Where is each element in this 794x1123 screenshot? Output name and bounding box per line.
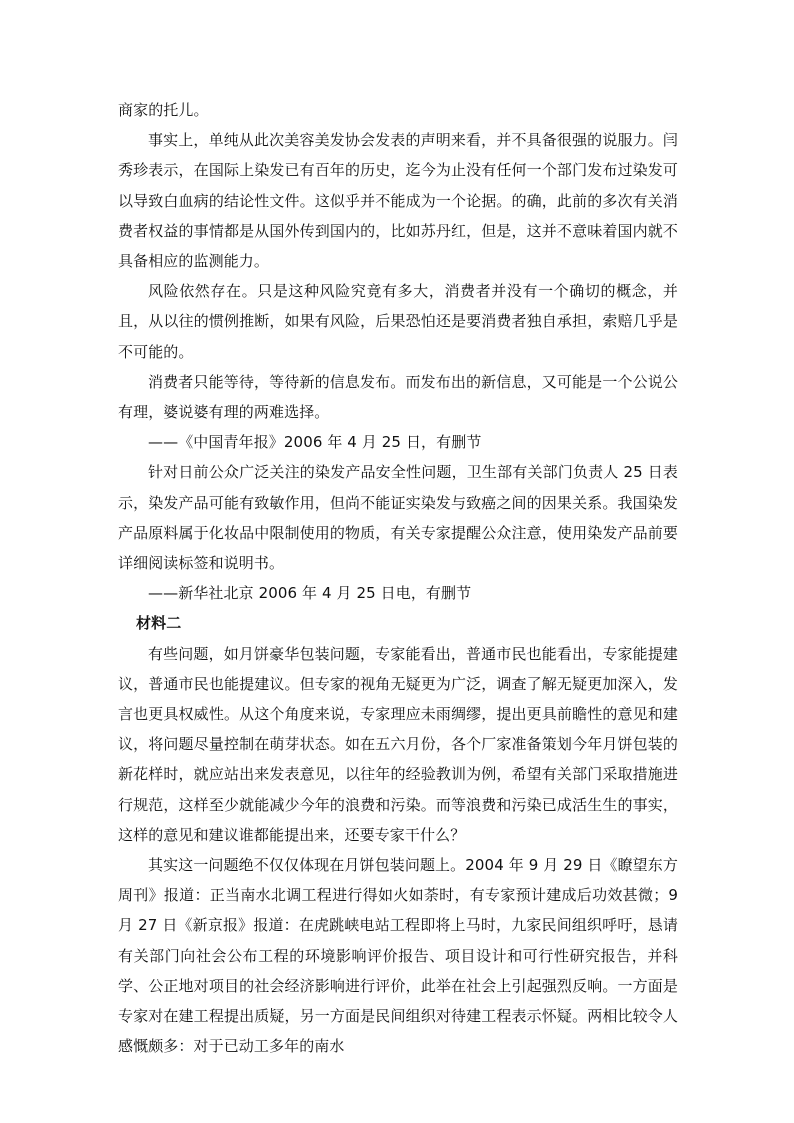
paragraph-continuation: 商家的托儿。 (118, 101, 209, 119)
paragraph-statement-analysis: 事实上，单纯从此次美容美发协会发表的声明来看，并不具备很强的说服力。闫秀珍表示，在国际上染发已有百年的历史，迄今为止没有任何一个部门发布过染发可以导致白血病的结论性文件。这似乎并不能成为一个论据。的确，此前的多次有关消费者权益的事情都是从国外传到国内的，比如苏丹红，但是，这并不意味着国内就不具备相应的监测能力。 (118, 131, 678, 271)
paragraph-risk: 风险依然存在。只是这种风险究竟有多大，消费者并没有一个确切的概念，并且，从以往的惯例推断，如果有风险，后果恐怕还是要消费者独自承担，索赔几乎是不可能的。 (118, 282, 678, 361)
paragraph-health-ministry: 针对日前公众广泛关注的染发产品安全性问题，卫生部有关部门负责人 25 日表示，染发产品可能有致敏作用，但尚不能证实染发与致癌之间的因果关系。我国染发产品原料属于化妆品中限制使用的物质，有关专家提醒公众注意，使用染发产品前要详细阅读标签和说明书。 (118, 463, 678, 573)
source-citation-xinhua: ——新华社北京 2006 年 4 月 25 日电，有删节 (148, 584, 472, 603)
paragraph-consumer-wait: 消费者只能等待，等待新的信息发布。而发布出的新信息，又可能是一个公说公有理，婆说婆有理的两难选择。 (118, 372, 678, 422)
paragraph-expert-examples: 其实这一问题绝不仅仅体现在月饼包装问题上。2004 年 9 月 29 日《瞭望东方周刊》报道：正当南水北调工程进行得如火如荼时，有专家预计建成后功效甚微；9 月 27 日《新京报》报道：在虎跳峡电站工程即将上马时，九家民间组织呼吁，恳请有关部门向社会公布工程的环境影响评价报告、项目设计和可行性研究报告，并科学、公正地对项目的社会经济影响进行评价，此举在社会上引起强烈反响。一方面是专家对在建工程提出质疑，另一方面是民间组织对待建工程表示怀疑。两相比较令人感慨颇多：对于已动工多年的南水 (118, 856, 678, 1056)
section-heading-material-two: 材料二 (136, 614, 182, 633)
document-body (118, 95, 678, 1062)
paragraph-mooncake-packaging: 有些问题，如月饼豪华包装问题，专家能看出，普通市民也能看出，专家能提建议，普通市民也能提建议。但专家的视角无疑更为广泛，调查了解无疑更加深入，发言也更具权威性。从这个角度来说，专家理应未雨绸缪，提出更具前瞻性的意见和建议，将问题尽量控制在萌芽状态。如在五六月份，各个厂家准备策划今年月饼包装的新花样时，就应站出来发表意见，以往年的经验教训为例，希望有关部门采取措施进行规范，这样至少就能减少今年的浪费和污染。而等浪费和污染已成活生生的事实，这样的意见和建议谁都能提出来，还要专家干什么？ (118, 644, 678, 844)
source-citation-youth-daily: ——《中国青年报》2006 年 4 月 25 日，有删节 (148, 433, 482, 452)
